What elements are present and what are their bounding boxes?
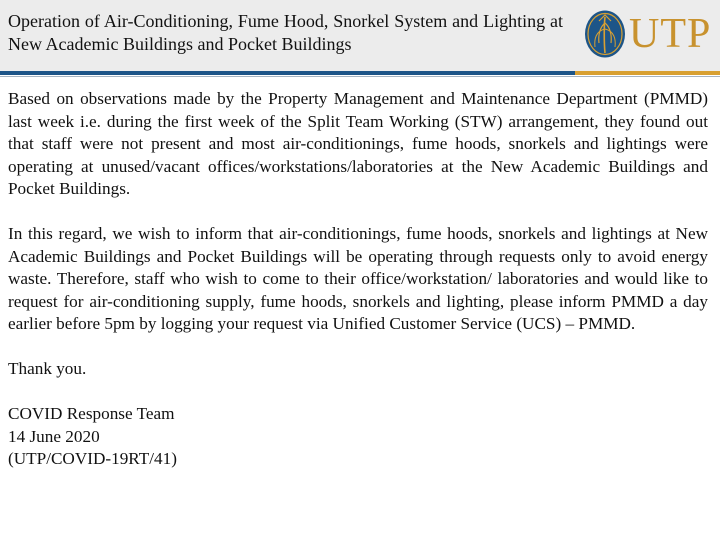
header-divider-gold bbox=[575, 71, 720, 75]
closing-text: Thank you. bbox=[8, 359, 87, 378]
document-title: Operation of Air-Conditioning, Fume Hood, Snorkel System and Lighting at New Academic Buildings and Pocket Buildings bbox=[8, 11, 563, 54]
announcement-body bbox=[8, 88, 708, 471]
signature-date: 14 June 2020 bbox=[8, 426, 100, 446]
signature-team: COVID Response Team bbox=[8, 404, 175, 423]
utp-logo bbox=[583, 9, 717, 61]
header-bar bbox=[0, 0, 720, 71]
signature-reference: (UTP/COVID-19RT/41) bbox=[8, 449, 177, 468]
paragraph-request-procedure: In this regard, we wish to inform that air-conditionings, fume hoods, snorkels and lightings at New Academic Buildings and Pocket Buildings will be operating through requests only to avoid energy waste. Therefore, staff who wish to come to their office/workstation/ laboratories and would like to request for air-conditioning supply, fume hoods, snorkels and lighting, please inform PMMD a day earlier before 5pm by logging your request via Unified Customer Service (UCS) – PMMD. bbox=[8, 224, 708, 333]
logo-wordmark: UTP bbox=[629, 11, 712, 57]
utp-emblem-icon bbox=[583, 9, 627, 59]
paragraph-observations: Based on observations made by the Property Management and Maintenance Department (PMMD) last week i.e. during the first week of the Split Team Working (STW) arrangement, they found out that staff were not present and most air-conditionings, fume hoods, snorkels and lightings were operating at unused/vacant offices/workstations/laboratories at the New Academic Buildings and Pocket Buildings. bbox=[8, 89, 708, 198]
spacer bbox=[8, 381, 708, 404]
header-divider-blue bbox=[0, 71, 575, 75]
header-divider-thin bbox=[0, 76, 720, 77]
